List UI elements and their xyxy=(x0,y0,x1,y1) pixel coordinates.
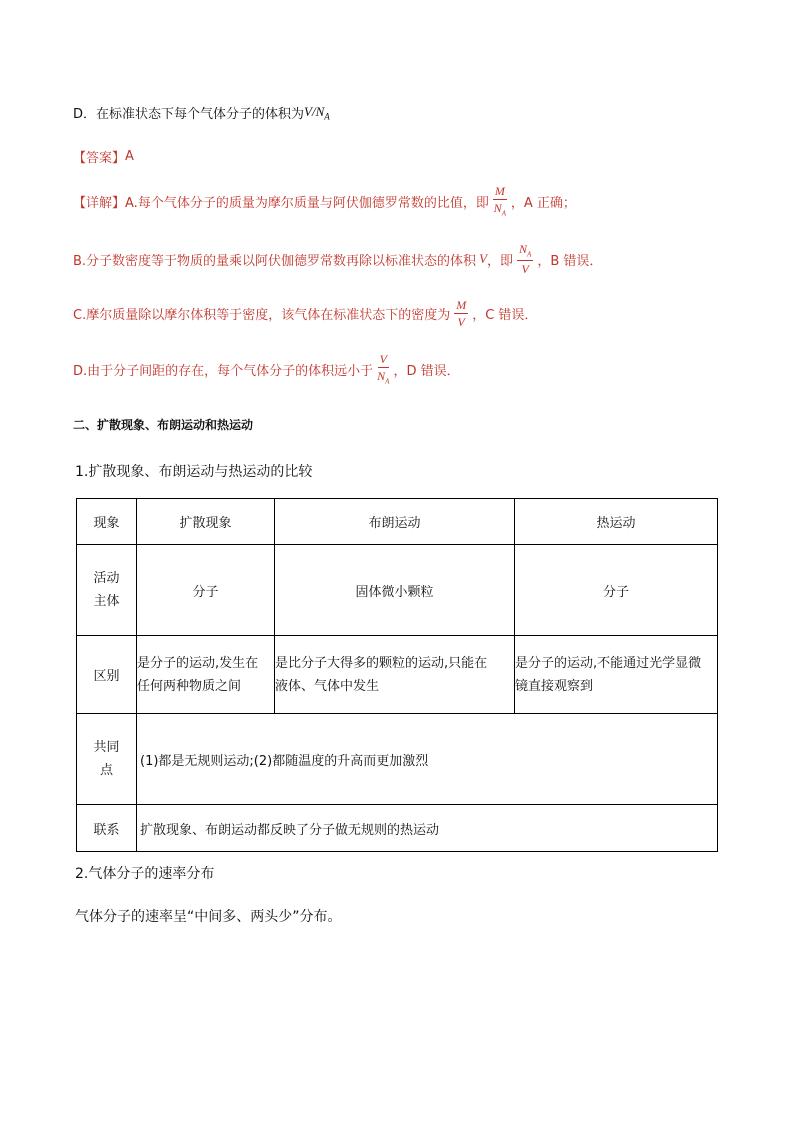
answer-label: 【答案】 xyxy=(73,151,126,166)
table-cell: 是分子的运动,发生在 任何两种物质之间 xyxy=(137,636,275,714)
table-cell: 是分子的运动,不能通过光学显微 镜直接观察到 xyxy=(515,636,718,714)
table-cell: 固体微小颗粒 xyxy=(275,545,515,636)
table-row-difference xyxy=(77,636,718,714)
section-heading: 二、扩散现象、布朗运动和热运动 xyxy=(73,418,254,432)
explanation-a-verdict: ，A 正确； xyxy=(510,195,576,211)
table-row-link xyxy=(77,805,718,852)
table-row-subject xyxy=(77,545,718,636)
table-cell: (1)都是无规则运动;(2)都随温度的升高而更加激烈 xyxy=(137,714,718,805)
table-cell: 分子 xyxy=(137,545,275,636)
answer-value: A xyxy=(125,149,134,164)
table-cell: 分子 xyxy=(515,545,718,636)
explanation-c-text: C.摩尔质量除以摩尔体积等于密度，该气体在标准状态下的密度为 xyxy=(73,308,451,323)
option-d-text: D．在标准状态下每个气体分子的体积为 xyxy=(73,107,305,122)
explanation-d xyxy=(73,353,460,385)
explanation-b-verdict: ，B 错误． xyxy=(537,253,603,269)
row-label: 活动 主体 xyxy=(77,545,137,636)
header-cell: 现象 xyxy=(77,499,137,545)
explanation-d-verdict: ，D 错误． xyxy=(393,363,460,379)
subheading-comparison: 1.扩散现象、布朗运动与热运动的比较 xyxy=(75,464,313,480)
speed-distribution-paragraph: 气体分子的速率呈“中间多、两头少”分布。 xyxy=(75,909,342,925)
row-label: 共同 点 xyxy=(77,714,137,805)
table-cell: 扩散现象、布朗运动都反映了分子做无规则的热运动 xyxy=(137,805,718,852)
fraction-m-over-v: $\frac{M}{V}$ xyxy=(456,298,467,329)
option-d-formula: $V/N_A$ xyxy=(304,103,330,122)
fraction-v-over-na: $\frac{V}{N_A}$ xyxy=(377,352,390,386)
option-d xyxy=(73,103,330,122)
fraction-m-over-na: $\frac{M}{N_A}$ xyxy=(493,184,506,218)
row-label: 区别 xyxy=(77,636,137,714)
variable-v: V xyxy=(479,251,488,267)
table-header-row xyxy=(77,499,718,545)
header-cell: 热运动 xyxy=(515,499,718,545)
explanation-c xyxy=(73,299,537,328)
header-cell: 布朗运动 xyxy=(275,499,515,545)
comparison-table xyxy=(76,498,718,852)
explanation-c-verdict: ，C 错误． xyxy=(472,308,538,323)
table-cell: 是比分子大得多的颗粒的运动,只能在 液体、气体中发生 xyxy=(275,636,515,714)
header-cell: 扩散现象 xyxy=(137,499,275,545)
explanation-b-text: B.分子数密度等于物质的量乘以阿伏伽德罗常数再除以标准状态的体积 xyxy=(73,253,477,269)
explanation-label: 【详解】 xyxy=(73,195,126,211)
explanation-d-text: D.由于分子间距的存在，每个气体分子的体积远小于 xyxy=(73,363,374,379)
explanation-b-mid: ，即 xyxy=(487,253,514,269)
row-label: 联系 xyxy=(77,805,137,852)
fraction-na-over-v: $\frac{N_A}{V}$ xyxy=(519,242,532,277)
explanation-b xyxy=(73,243,602,275)
explanation-a-text: A.每个气体分子的质量为摩尔质量与阿伏伽德罗常数的比值，即 xyxy=(125,195,489,211)
table-row-common xyxy=(77,714,718,805)
explanation-a xyxy=(73,185,576,217)
subheading-speed-distribution: 2.气体分子的速率分布 xyxy=(75,866,215,882)
answer-line xyxy=(73,147,134,166)
